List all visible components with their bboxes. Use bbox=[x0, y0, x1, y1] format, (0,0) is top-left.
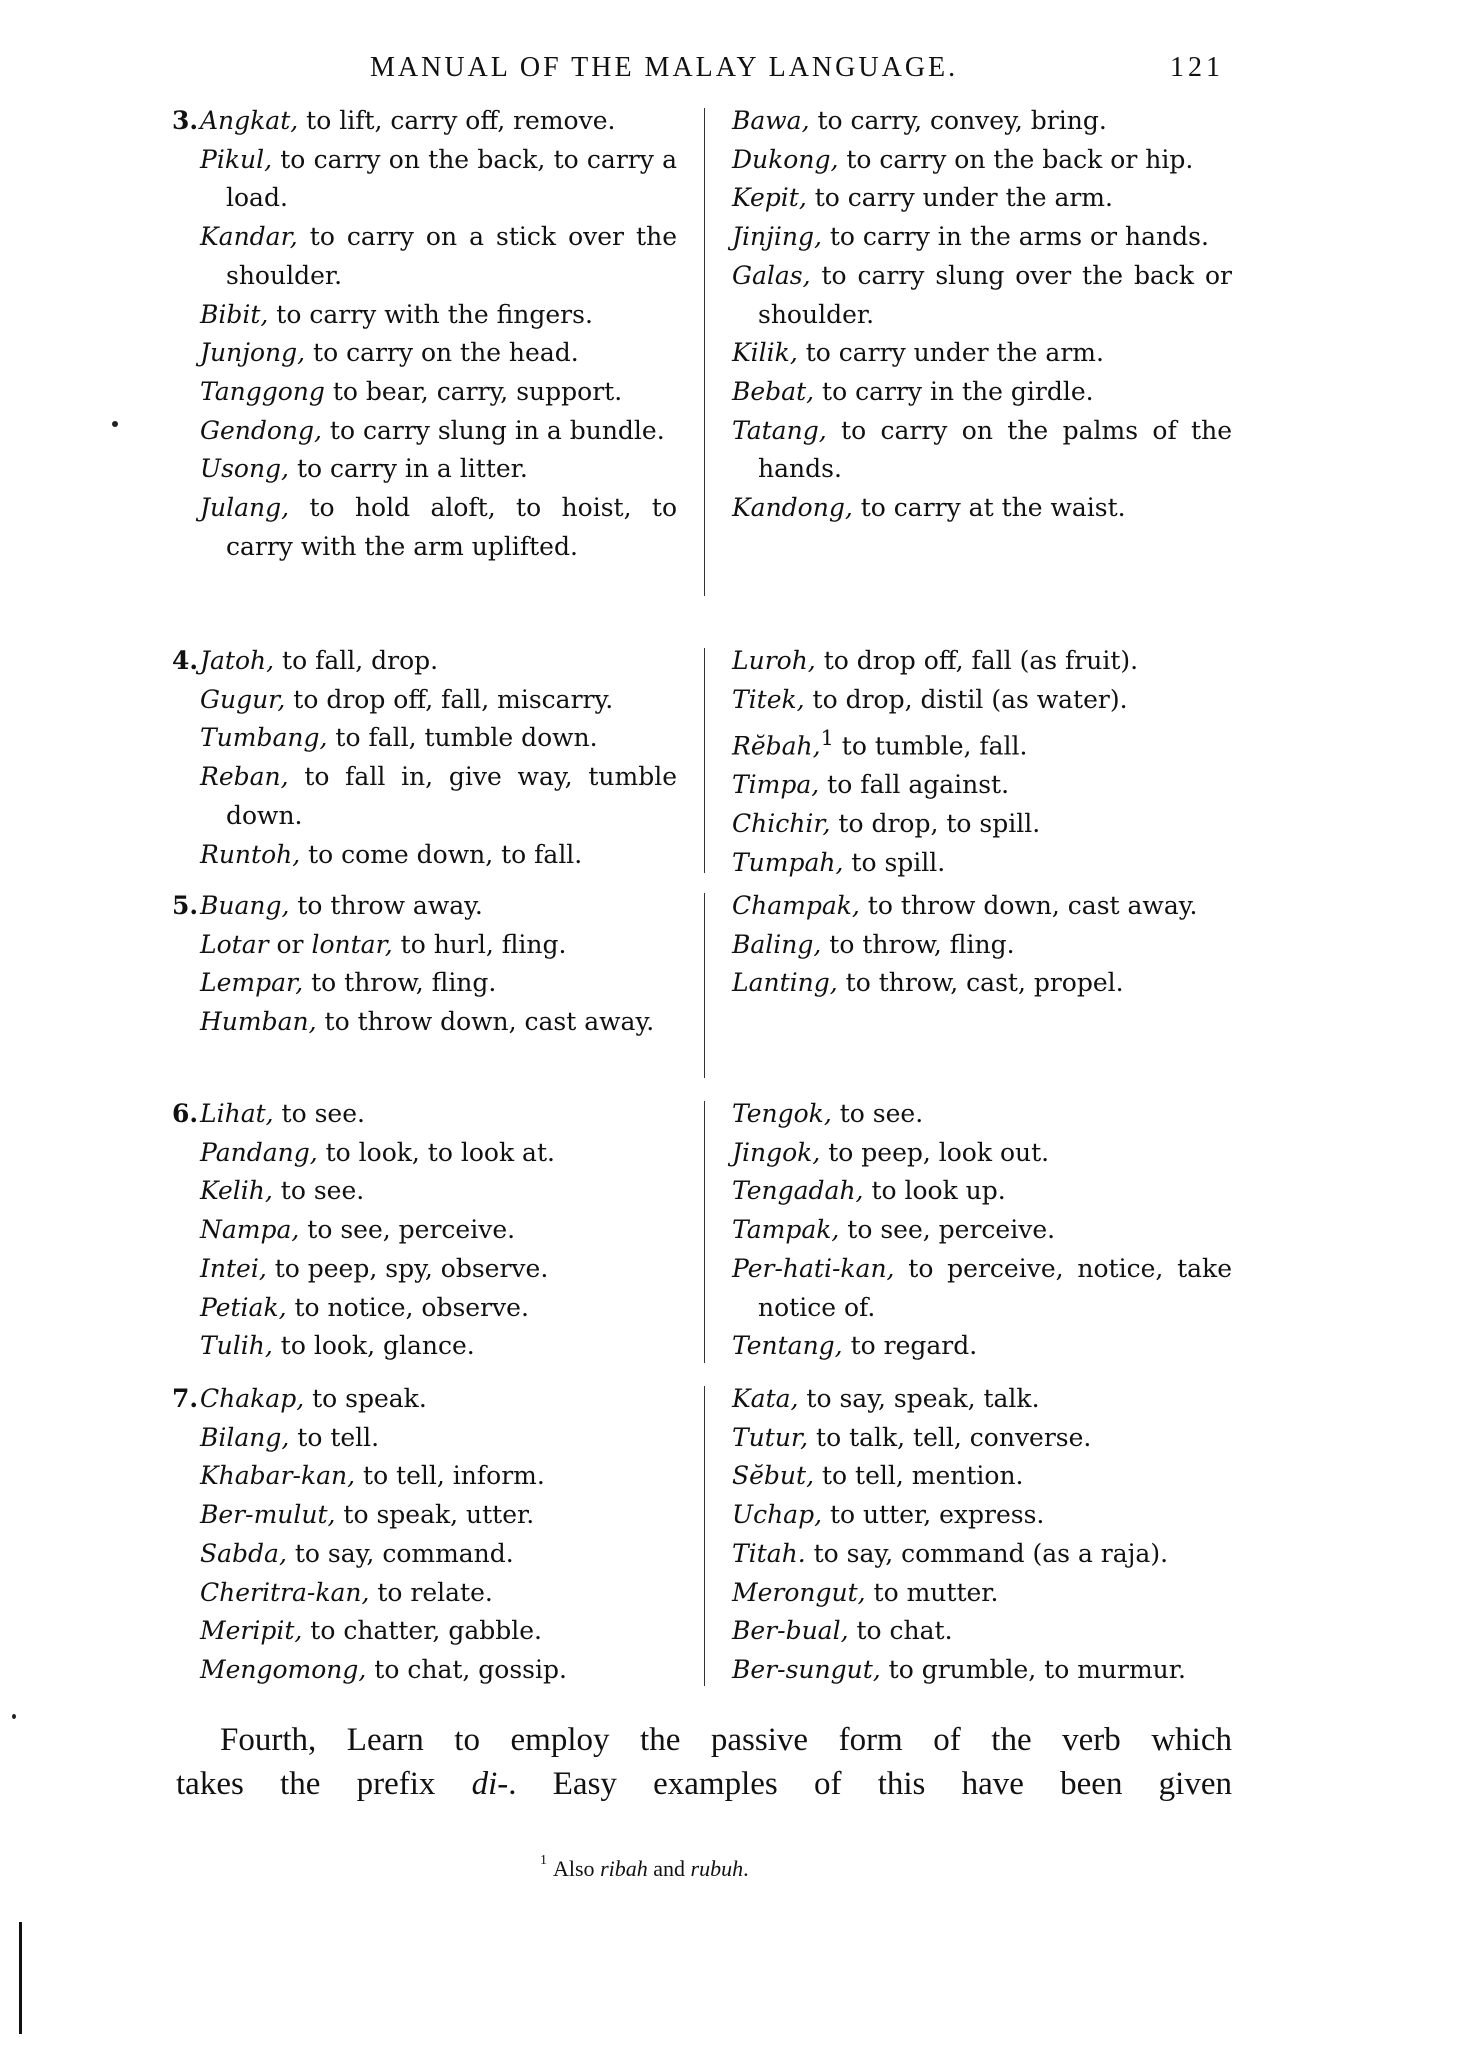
entry: Dukong, to carry on the back or hip. bbox=[732, 144, 1194, 174]
binding-edge-mark bbox=[19, 1922, 22, 2034]
entry: Tengadah, to look up. bbox=[732, 1176, 1006, 1206]
entry: Intei, to peep, spy, observe. bbox=[200, 1253, 549, 1283]
entry: Kilik, to carry under the arm. bbox=[732, 338, 1104, 368]
entry: Mengomong, to chat, gossip. bbox=[200, 1654, 567, 1684]
column-rule bbox=[704, 108, 705, 596]
right-column bbox=[730, 1095, 1232, 1366]
entry: Usong, to carry in a litter. bbox=[200, 454, 528, 484]
entry: Pikul, to carry on the back, to carry a load. bbox=[200, 144, 677, 213]
entry: Tumpah, to spill. bbox=[732, 847, 946, 877]
entry: Bawa, to carry, convey, bring. bbox=[732, 106, 1107, 135]
entry: Uchap, to utter, express. bbox=[732, 1500, 1045, 1530]
entry: Bebat, to carry in the girdle. bbox=[732, 376, 1094, 406]
entry: Titek, to drop, distil (as water). bbox=[732, 684, 1128, 714]
entry: Rĕbah,$^1$ to tumble, fall. bbox=[732, 726, 1028, 761]
body-passage bbox=[176, 1718, 1232, 1806]
entry: Gendong, to carry slung in a bundle. bbox=[200, 415, 665, 445]
entry: Titah. to say, command (as a raja). bbox=[732, 1538, 1169, 1568]
entry: Tutur, to talk, tell, converse. bbox=[732, 1422, 1092, 1452]
entry: Jinjing, to carry in the arms or hands. bbox=[732, 222, 1209, 252]
entry: Khabar-kan, to tell, inform. bbox=[200, 1461, 545, 1491]
entry: Cheritra-kan, to relate. bbox=[200, 1577, 493, 1607]
running-title: MANUAL OF THE MALAY LANGUAGE. bbox=[370, 52, 959, 83]
entry: Tengok, to see. bbox=[732, 1099, 924, 1128]
entry: Runtoh, to come down, to fall. bbox=[200, 839, 583, 869]
entry: Sĕbut, to tell, mention. bbox=[732, 1461, 1024, 1491]
entry: Buang, to throw away. bbox=[200, 891, 483, 920]
group-number: 7. bbox=[172, 1384, 199, 1413]
entry: Jingok, to peep, look out. bbox=[732, 1137, 1050, 1167]
entry: Baling, to throw, fling. bbox=[732, 929, 1015, 959]
entry: Ber-mulut, to speak, utter. bbox=[200, 1500, 535, 1530]
entry: Kepit, to carry under the arm. bbox=[732, 183, 1113, 213]
passage-line: takes the prefix di-. Easy examples of this have been given bbox=[176, 1766, 1232, 1802]
entry: Sabda, to say, command. bbox=[200, 1538, 514, 1568]
page-number: 121 bbox=[1170, 52, 1224, 83]
entry: Kandar, to carry on a stick over the shoulder. bbox=[200, 222, 677, 290]
entry: Nampa, to see, perceive. bbox=[200, 1215, 516, 1245]
column-rule bbox=[704, 648, 705, 873]
right-column bbox=[730, 887, 1232, 1003]
entry: Per-hati-kan, to perceive, notice, take notice of. bbox=[732, 1253, 1232, 1322]
print-speck bbox=[12, 1714, 16, 1719]
entry: Bilang, to tell. bbox=[200, 1422, 380, 1452]
left-column bbox=[172, 887, 677, 1042]
entry: Petiak, to notice, observe. bbox=[200, 1292, 529, 1322]
entry: Gugur, to drop off, fall, miscarry. bbox=[200, 684, 614, 714]
entry: Junjong, to carry on the head. bbox=[200, 338, 579, 368]
entry: Lihat, to see. bbox=[200, 1099, 365, 1128]
group-number: 4. bbox=[172, 646, 199, 675]
entry: Lempar, to throw, fling. bbox=[200, 968, 497, 998]
entry: Galas, to carry slung over the back or shoulder. bbox=[732, 260, 1232, 329]
left-column bbox=[172, 1095, 677, 1366]
footnote: $^1$ Also ribah and rubuh. bbox=[540, 1853, 749, 1881]
entry: Reban, to fall in, give way, tumble down. bbox=[200, 762, 677, 830]
footnote-mark: 1 bbox=[540, 1853, 547, 1868]
entry: Jatoh, to fall, drop. bbox=[200, 646, 439, 675]
entry: Chakap, to speak. bbox=[200, 1384, 427, 1413]
entry: Tampak, to see, perceive. bbox=[732, 1215, 1056, 1245]
entry: Champak, to throw down, cast away. bbox=[732, 891, 1198, 920]
right-column bbox=[730, 102, 1232, 528]
right-column bbox=[730, 642, 1232, 883]
entry: Bibit, to carry with the fingers. bbox=[200, 299, 593, 329]
entry: Ber-sungut, to grumble, to murmur. bbox=[732, 1654, 1186, 1684]
right-column bbox=[730, 1380, 1232, 1690]
entry: Tulih, to look, glance. bbox=[200, 1331, 475, 1361]
column-rule bbox=[704, 1101, 705, 1363]
left-column bbox=[172, 102, 677, 566]
entry: Meripit, to chatter, gabble. bbox=[200, 1616, 542, 1646]
entry: Tumbang, to fall, tumble down. bbox=[200, 723, 598, 753]
entry: Luroh, to drop off, fall (as fruit). bbox=[732, 646, 1139, 675]
print-speck bbox=[112, 421, 118, 427]
entry: Kelih, to see. bbox=[200, 1176, 365, 1206]
entry: Angkat, to lift, carry off, remove. bbox=[200, 106, 616, 135]
entry: Tatang, to carry on the palms of the hands. bbox=[732, 415, 1232, 484]
entry: Timpa, to fall against. bbox=[732, 770, 1010, 800]
entry: Chichir, to drop, to spill. bbox=[732, 809, 1041, 839]
group-number: 5. bbox=[172, 891, 199, 920]
entry: Tanggong to bear, carry, support. bbox=[200, 376, 623, 406]
passage-line: Fourth, Learn to employ the passive form of the verb which bbox=[220, 1722, 1232, 1758]
entry: Lanting, to throw, cast, propel. bbox=[732, 968, 1124, 998]
footnote-ref: 1 bbox=[820, 726, 834, 751]
entry: Lotar or lontar, to hurl, fling. bbox=[200, 929, 567, 959]
entry: Kandong, to carry at the waist. bbox=[732, 493, 1126, 523]
left-column bbox=[172, 642, 677, 874]
group-number: 3. bbox=[172, 106, 199, 135]
entry: Pandang, to look, to look at. bbox=[200, 1137, 555, 1167]
entry: Merongut, to mutter. bbox=[732, 1577, 999, 1607]
entry: Ber-bual, to chat. bbox=[732, 1616, 953, 1646]
page-header bbox=[0, 52, 1475, 92]
entry: Tentang, to regard. bbox=[732, 1331, 978, 1361]
entry: Kata, to say, speak, talk. bbox=[732, 1384, 1040, 1413]
entry: Humban, to throw down, cast away. bbox=[200, 1007, 655, 1037]
left-column bbox=[172, 1380, 677, 1690]
entry: Julang, to hold aloft, to hoist, to carry with the arm uplifted. bbox=[200, 493, 677, 561]
group-number: 6. bbox=[172, 1099, 199, 1128]
column-rule bbox=[704, 893, 705, 1078]
column-rule bbox=[704, 1386, 705, 1686]
